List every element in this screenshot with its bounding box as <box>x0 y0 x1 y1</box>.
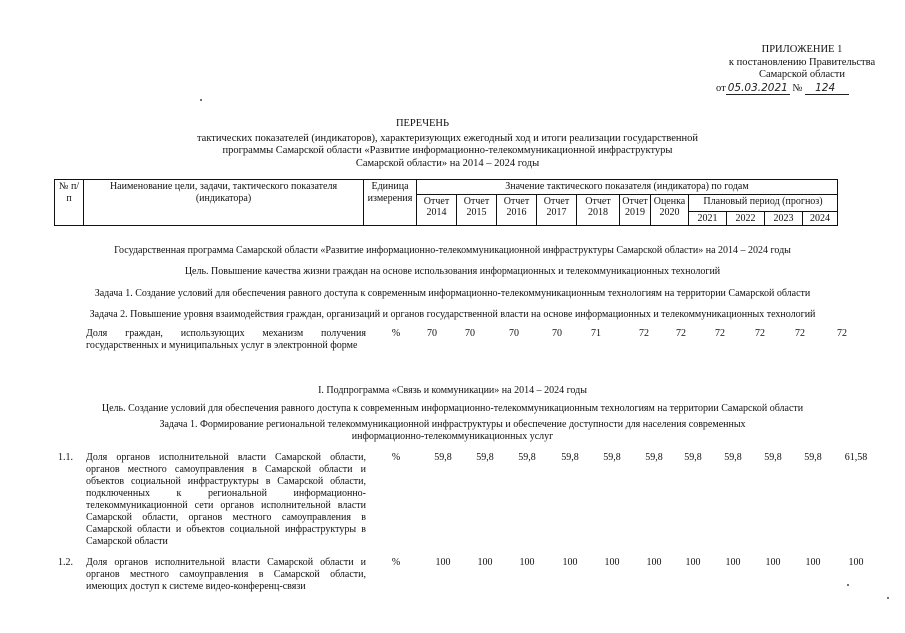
value-cell: 70 <box>427 328 437 339</box>
value-cell: 100 <box>562 557 578 568</box>
subprogram-task-1-line-1: Задача 1. Формирование региональной телекоммуникационной инфраструктуры и обеспечение доступности для населения современных <box>159 419 746 430</box>
scan-speck <box>200 99 202 101</box>
appendix-number: 124 <box>805 82 849 95</box>
appendix-line-2: Самарской области <box>759 69 845 80</box>
row-1-2-name: Доля органов исполнительной власти Самарской области и органов местного самоуправления в Самарской области, имеющих доступ к системе видео-конференц-связи <box>86 557 366 592</box>
header-year-2018: Отчет 2018 <box>577 194 620 226</box>
value-cell: 61,58 <box>844 452 868 463</box>
table-header <box>54 179 838 226</box>
value-cell: 59,8 <box>518 452 536 463</box>
program-task-2: Задача 2. Повышение уровня взаимодействия граждан, организаций и органов государственной власти на основе информационных и телекоммуникационных технологий <box>89 309 816 320</box>
row-1-1-unit: % <box>391 452 401 463</box>
header-col-number: № п/п <box>55 180 84 226</box>
header-year-2020: Оценка 2020 <box>651 194 689 226</box>
scan-speck <box>847 584 849 586</box>
heading-line-3: Самарской области» на 2014 – 2024 годы <box>355 157 540 169</box>
header-col-values: Значение тактического показателя (индикатора) по годам <box>417 180 838 195</box>
value-cell: 72 <box>755 328 765 339</box>
row-1-1-number: 1.1. <box>58 452 73 463</box>
value-cell: 70 <box>509 328 519 339</box>
value-cell: 70 <box>552 328 562 339</box>
value-cell: 100 <box>805 557 821 568</box>
subprogram-task-1 <box>0 419 905 443</box>
program-indicator-name: Доля граждан, использующих механизм получения государственных и муниципальных услуг в электронной форме <box>86 328 366 351</box>
subprogram-goal: Цель. Создание условий для обеспечения равного доступа к современным информационно-телекоммуникационным технологиям на территории Самарской области <box>101 403 804 414</box>
value-cell: 100 <box>725 557 741 568</box>
header-plan-2023: 2023 <box>765 211 803 226</box>
value-cell: 59,8 <box>645 452 663 463</box>
header-year-2014: Отчет 2014 <box>417 194 457 226</box>
header-col-unit: Единица измерения <box>364 180 417 226</box>
value-cell: 72 <box>837 328 847 339</box>
value-cell: 59,8 <box>724 452 742 463</box>
program-indicator-unit: % <box>391 328 401 339</box>
appendix-date: 05.03.2021 <box>727 81 788 94</box>
value-cell: 100 <box>685 557 701 568</box>
value-cell: 72 <box>715 328 725 339</box>
value-cell: 100 <box>848 557 864 568</box>
value-cell: 59,8 <box>764 452 782 463</box>
value-cell: 59,8 <box>476 452 494 463</box>
value-cell: 59,8 <box>804 452 822 463</box>
row-1-1-name: Доля органов исполнительной власти Самарской области, органов местного самоуправления в Самарской области и объектов социальной инфраструктуры в Самарской области, подключенных к региональной информационно-телекоммуникационной сети органов исполнительной власти Самарской области, органов местного самоуправления в Самарской области и объектов социальной инфраструктуры в Самарской области <box>86 452 366 547</box>
appendix-date-line <box>712 82 892 96</box>
value-cell: 72 <box>639 328 649 339</box>
appendix-title: ПРИЛОЖЕНИЕ 1 <box>761 44 843 55</box>
header-year-2019: Отчет 2019 <box>620 194 651 226</box>
value-cell: 59,8 <box>603 452 621 463</box>
header-planning-period: Плановый период (прогноз) <box>689 194 838 211</box>
header-year-2015: Отчет 2015 <box>457 194 497 226</box>
heading-title: ПЕРЕЧЕНЬ <box>395 118 450 129</box>
header-year-2017: Отчет 2017 <box>537 194 577 226</box>
program-task-1: Задача 1. Создание условий для обеспечения равного доступа к современным информационно-телекоммуникационным технологиям на территории Самарской области <box>94 288 811 299</box>
value-cell: 59,8 <box>434 452 452 463</box>
subprogram-task-1-line-2: информационно-телекоммуникационных услуг <box>351 431 554 442</box>
appendix-from-label: от <box>716 82 726 94</box>
header-plan-2021: 2021 <box>689 211 727 226</box>
scan-speck <box>887 597 889 599</box>
header-year-2016: Отчет 2016 <box>497 194 537 226</box>
value-cell: 72 <box>795 328 805 339</box>
appendix-line-1: к постановлению Правительства <box>728 56 876 68</box>
document-heading <box>0 118 905 170</box>
header-col-name: Наименование цели, задачи, тактического показателя (индикатора) <box>84 180 364 226</box>
value-cell: 100 <box>435 557 451 568</box>
program-title: Государственная программа Самарской области «Развитие информационно-телекоммуникационной инфраструктуры Самарской области» на 2014 – 2024 годы <box>114 245 791 256</box>
heading-line-1: тактических показателей (индикаторов), характеризующих ежегодный ход и итоги реализации государственной <box>196 132 699 144</box>
value-cell: 71 <box>591 328 601 339</box>
value-cell: 59,8 <box>561 452 579 463</box>
header-plan-2022: 2022 <box>727 211 765 226</box>
value-cell: 72 <box>676 328 686 339</box>
value-cell: 100 <box>646 557 662 568</box>
value-cell: 70 <box>465 328 475 339</box>
value-cell: 100 <box>604 557 620 568</box>
subprogram-title: I. Подпрограмма «Связь и коммуникации» на 2014 – 2024 годы <box>318 385 587 396</box>
header-plan-2024: 2024 <box>803 211 838 226</box>
row-1-2-unit: % <box>391 557 401 568</box>
row-1-2-number: 1.2. <box>58 557 73 568</box>
program-goal: Цель. Повышение качества жизни граждан на основе использования информационных и телекоммуникационных технологий <box>184 266 721 277</box>
appendix-block <box>712 44 892 95</box>
value-cell: 100 <box>765 557 781 568</box>
value-cell: 100 <box>519 557 535 568</box>
heading-line-2: программы Самарской области «Развитие информационно-телекоммуникационной инфраструктуры <box>222 145 673 156</box>
value-cell: 100 <box>477 557 493 568</box>
appendix-number-label: № <box>792 82 803 94</box>
value-cell: 59,8 <box>684 452 702 463</box>
